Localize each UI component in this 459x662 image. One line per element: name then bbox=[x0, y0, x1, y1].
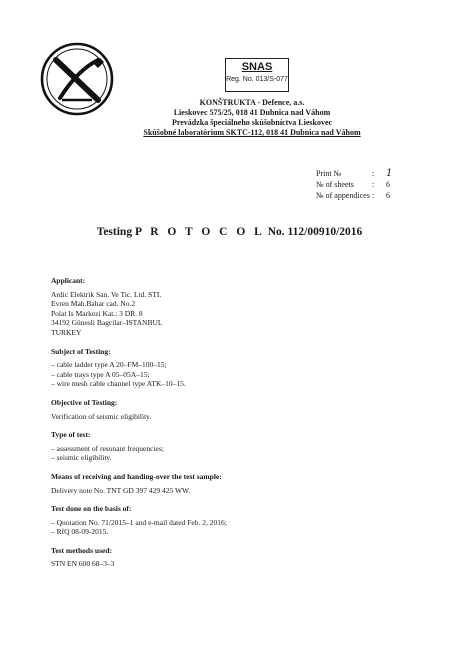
list-item: – RfQ 08-09-2015. bbox=[51, 527, 109, 537]
section-heading: Subject of Testing: bbox=[51, 346, 111, 356]
section-type bbox=[51, 430, 431, 463]
letterhead bbox=[100, 98, 404, 138]
section-heading: Test methods used: bbox=[51, 545, 112, 555]
section-text: Delivery note No. TNT GD 397 429 425 WW. bbox=[51, 485, 191, 495]
list-item: – cable trays type A 05–05A–15; bbox=[51, 369, 150, 379]
title-number: No. 112/00910/2016 bbox=[267, 226, 363, 238]
applicant-line: Evren Mah.Bahar cad. No.2 bbox=[51, 299, 136, 309]
meta-row-appendices: № of appendices : 6 bbox=[316, 190, 406, 201]
section-means bbox=[51, 472, 431, 495]
company-address: Lieskovec 575/25, 018 41 Dubnica nad Váhom bbox=[173, 108, 331, 117]
list-item: – Quotation No. 71/2015–1 and e-mail dated Feb. 2, 2016; bbox=[51, 517, 227, 527]
title-prefix: Testing bbox=[96, 226, 133, 238]
snas-accreditation-badge bbox=[225, 58, 289, 92]
title-protocol: P R O T O C O L bbox=[134, 226, 265, 238]
applicant-line: 34192 Günesli Bagcilar–ISTANBUL bbox=[51, 318, 163, 328]
lab-name: Skúšobné laboratórium SKTC-112, 018 41 Dubnica nad Váhom bbox=[143, 128, 361, 137]
list-item: – assessment of resonant frequencies; bbox=[51, 443, 164, 453]
document-title bbox=[0, 226, 459, 238]
meta-value: 6 bbox=[386, 191, 390, 200]
meta-label: Print № bbox=[316, 169, 342, 178]
applicant-line: Ardic Elektrik San. Ve Tic. Ltd. STI. bbox=[51, 289, 162, 299]
meta-row-print: Print № : 1 bbox=[316, 168, 406, 179]
meta-value: 1 bbox=[386, 168, 393, 179]
section-heading: Type of test: bbox=[51, 430, 91, 440]
section-subject bbox=[51, 347, 431, 389]
list-item: – seismic eligibility. bbox=[51, 453, 112, 463]
facility-name: Prevádzka špeciálneho skúšobníctva Lieskovec bbox=[171, 118, 333, 127]
snas-registration: Reg. No. 013/S-077 bbox=[226, 76, 288, 83]
meta-label: № of sheets bbox=[316, 180, 354, 189]
company-name: KONŠTRUKTA - Defence, a.s. bbox=[199, 98, 305, 107]
meta-label: № of appendices bbox=[316, 191, 370, 200]
meta-row-sheets: № of sheets : 6 bbox=[316, 179, 406, 190]
meta-value: 6 bbox=[386, 180, 390, 189]
snas-title: SNAS bbox=[241, 61, 273, 73]
section-heading: Test done on the basis of: bbox=[51, 504, 132, 514]
section-basis bbox=[51, 504, 431, 537]
section-methods bbox=[51, 546, 431, 569]
section-heading: Objective of Testing: bbox=[51, 397, 118, 407]
document-meta bbox=[316, 168, 406, 201]
section-heading: Applicant: bbox=[51, 276, 86, 285]
section-text: Verification of seismic eligibility. bbox=[51, 411, 152, 421]
section-heading: Means of receiving and handing-over the test sample: bbox=[51, 471, 222, 481]
list-item: – cable ladder type A 20–FM–100–15; bbox=[51, 360, 167, 370]
section-objective bbox=[51, 398, 431, 421]
applicant-line: Polat Is Markezi Kat.: 3 DR. 8 bbox=[51, 308, 143, 318]
applicant-line: TURKEY bbox=[51, 327, 82, 337]
protocol-body bbox=[51, 276, 431, 578]
section-text: STN EN 600 68–3–3 bbox=[51, 559, 115, 569]
section-applicant bbox=[51, 276, 431, 338]
list-item: – wire mesh cable channel type ATK–10–15. bbox=[51, 379, 186, 389]
